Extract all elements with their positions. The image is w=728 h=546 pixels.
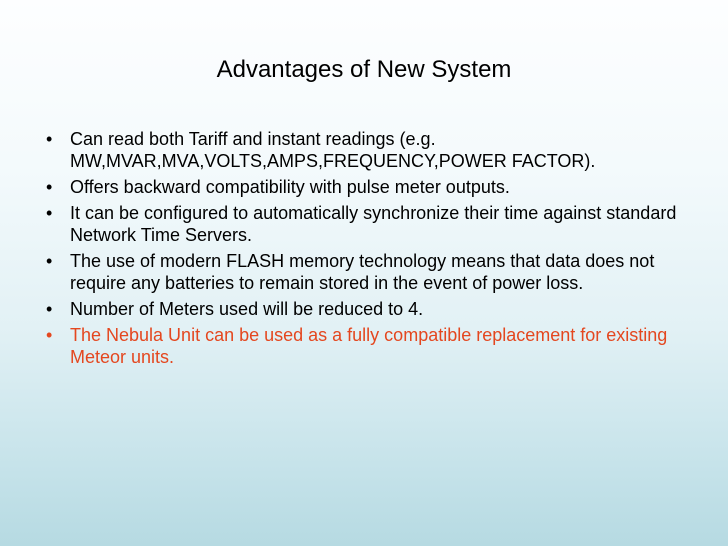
bullet-icon: • — [46, 251, 53, 271]
bullet-item — [0, 298, 728, 320]
bullet-icon: • — [46, 299, 53, 319]
bullet-text: The use of modern FLASH memory technology means that data does not require any batteries to remain stored in the event of power loss. — [70, 251, 655, 293]
bullet-text: Offers backward compatibility with pulse meter outputs. — [70, 177, 510, 197]
bullet-text: It can be configured to automatically synchronize their time against standard Network Time Servers. — [70, 203, 677, 245]
bullet-item — [0, 176, 728, 198]
bullet-item — [0, 250, 728, 294]
bullet-icon: • — [46, 177, 53, 197]
bullet-text: The Nebula Unit can be used as a fully compatible replacement for existing Meteor units. — [70, 325, 668, 367]
bullet-icon: • — [46, 325, 53, 345]
bullet-text: Number of Meters used will be reduced to 4. — [70, 299, 424, 319]
bullet-item — [0, 128, 728, 172]
bullet-text: Can read both Tariff and instant readings (e.g. MW,MVAR,MVA,VOLTS,AMPS,FREQUENCY,POWER FACTOR). — [70, 129, 596, 171]
bullet-icon: • — [46, 129, 53, 149]
bullet-item — [0, 202, 728, 246]
bullet-list — [0, 128, 728, 372]
bullet-icon: • — [46, 203, 53, 223]
slide-title: Advantages of New System — [216, 56, 512, 83]
bullet-item-highlighted — [0, 324, 728, 368]
